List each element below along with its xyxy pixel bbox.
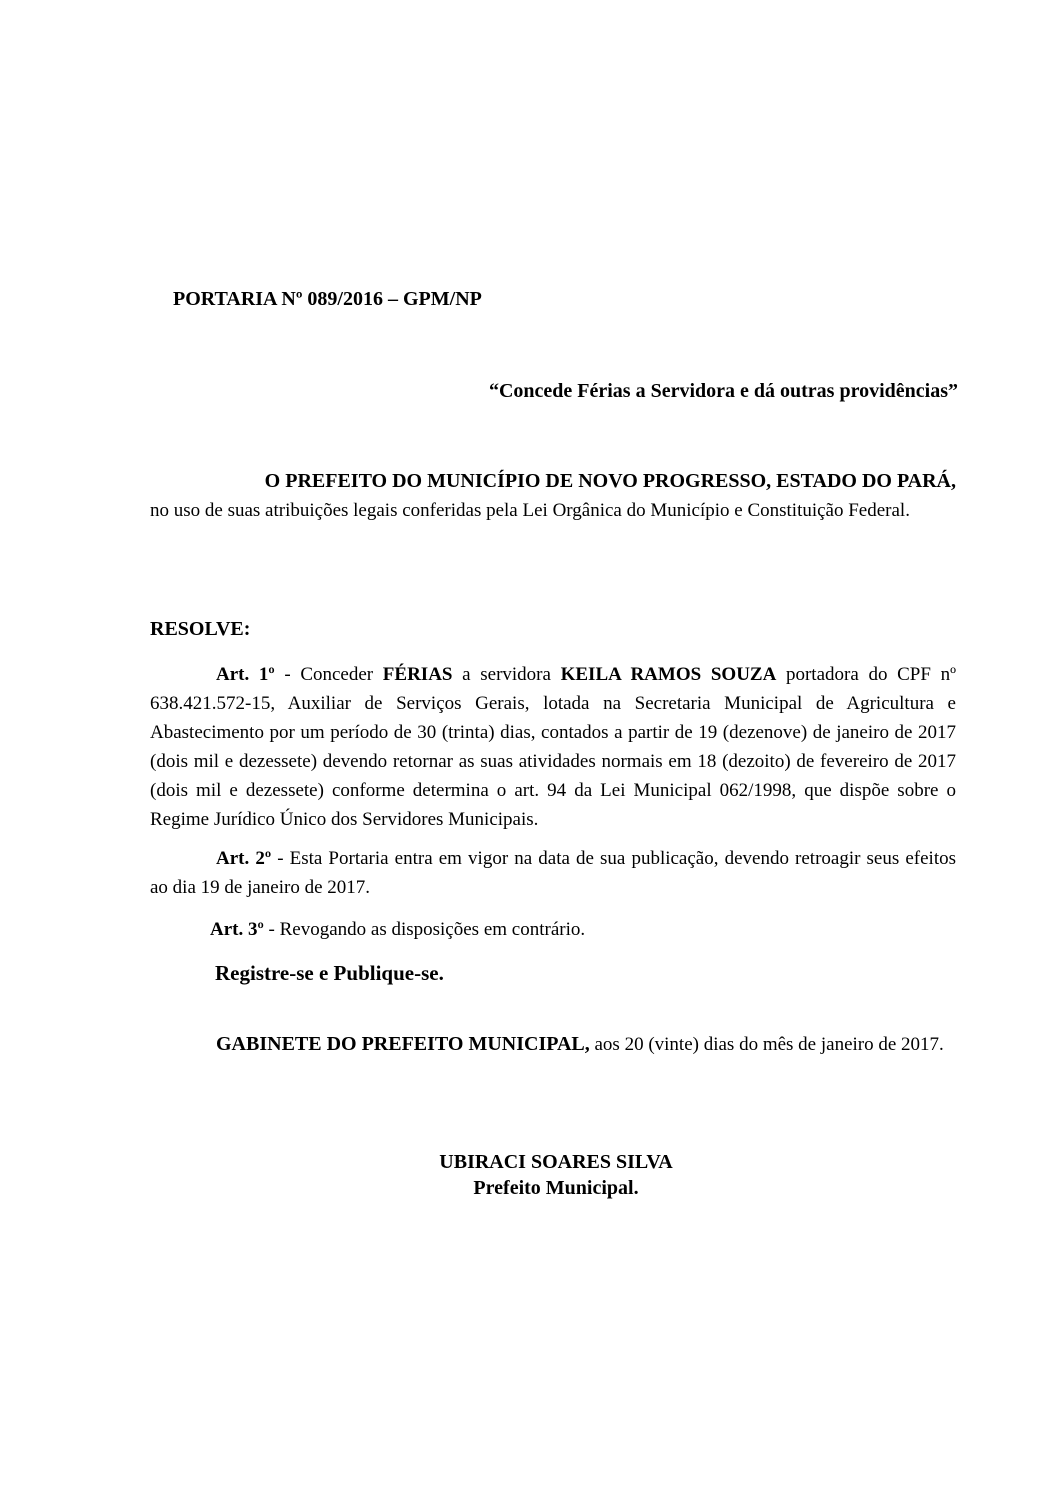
article-1-servant-name: KEILA RAMOS SOUZA [560, 664, 777, 685]
resolve-heading: RESOLVE: [150, 618, 251, 640]
gabinete-heading: GABINETE DO PREFEITO MUNICIPAL, [216, 1033, 590, 1055]
article-1-text-c: portadora do CPF nº 638.421.572-15, Auxiliar de Serviços Gerais, lotada na Secretaria Municipal de Agricultura e Abastecimento por um período de 30 (trinta) dias, contados a partir de 19 (dezenove) de janeiro de 2017 (dois mil e dezessete) devendo retornar as suas atividades normais em 18 (dezoito) de fevereiro de 2017 (dois mil e dezessete) conforme determina o art. 94 da Lei Municipal 062/1998, que dispõe sobre o Regime Jurídico Único dos Servidores Municipais. [150, 664, 956, 830]
intro-heading: O PREFEITO DO MUNICÍPIO DE NOVO PROGRESSO, ESTADO DO PARÁ, [264, 470, 956, 492]
signatory-name: UBIRACI SOARES SILVA [439, 1151, 673, 1173]
article-3 [210, 915, 585, 944]
article-1 [150, 660, 956, 834]
intro-text: no uso de suas atribuições legais conferidas pela Lei Orgânica do Município e Constituição Federal. [150, 500, 910, 521]
article-1-ferias: FÉRIAS [382, 664, 453, 685]
article-3-text: - Revogando as disposições em contrário. [263, 919, 586, 940]
article-2 [150, 844, 956, 902]
article-3-label: Art. 3º [210, 919, 264, 940]
article-2-label: Art. 2º [216, 848, 272, 869]
gabinete-text: aos 20 (vinte) dias do mês de janeiro de 2017. [589, 1034, 944, 1055]
gabinete-paragraph [150, 1030, 956, 1059]
document-title: PORTARIA Nº 089/2016 – GPM/NP [173, 288, 482, 310]
ementa: “Concede Férias a Servidora e dá outras providências” [488, 380, 958, 402]
signatory-role: Prefeito Municipal. [473, 1177, 639, 1199]
article-2-text: - Esta Portaria entra em vigor na data de sua publicação, devendo retroagir seus efeitos ao dia 19 de janeiro de 2017. [150, 848, 956, 898]
intro-paragraph [150, 467, 956, 525]
article-1-text-b: a servidora [452, 664, 561, 685]
article-1-text-a: - Conceder [274, 664, 383, 685]
article-1-label: Art. 1º [216, 664, 275, 685]
registre-publique: Registre-se e Publique-se. [215, 961, 444, 985]
